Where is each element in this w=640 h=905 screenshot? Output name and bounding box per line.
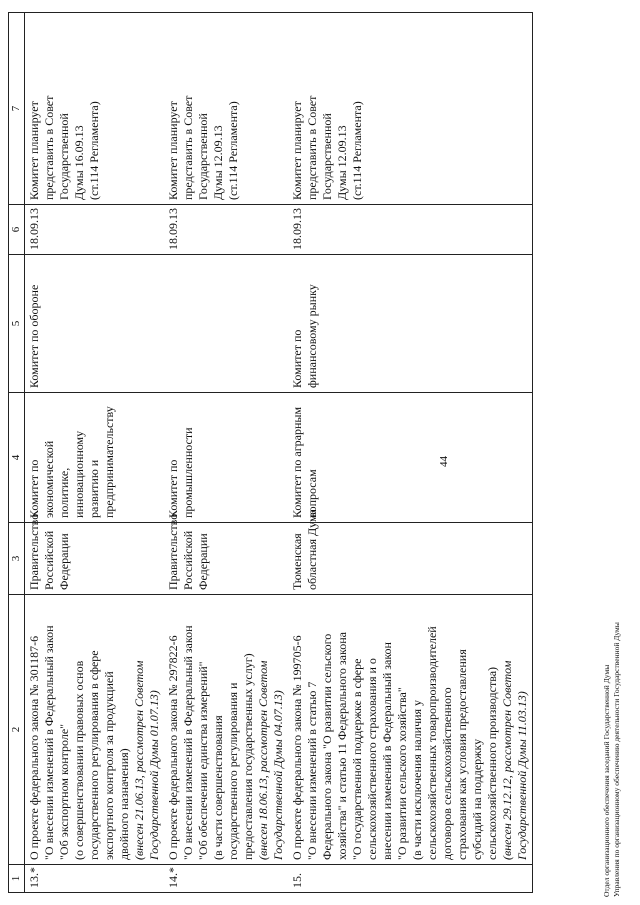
- bill-author-line: Тюменская: [290, 533, 304, 590]
- committee-note-line: представить в Совет: [42, 95, 56, 200]
- footer-line: Отдел организационного обеспечения заседаний Государственной Думы: [602, 664, 611, 897]
- co-executor-committee-line: Комитет по обороне: [27, 284, 41, 388]
- responsible-committee: [164, 393, 288, 523]
- col-header-6: 6: [9, 205, 25, 255]
- bill-description-line: "Об экспортном контроле": [57, 723, 71, 860]
- bill-description-line: "О развитии сельского хозяйства": [395, 687, 409, 860]
- bill-description-line: "О внесении изменений в Федеральный закон: [42, 625, 56, 860]
- bill-description-line: (внесен 29.12.12, рассмотрен Советом: [500, 660, 514, 860]
- bill-author-line: Правительство: [166, 513, 180, 590]
- co-executor-committee-line: Комитет по: [290, 329, 304, 388]
- page-number: 44: [438, 456, 450, 467]
- bill-author-line: Федерации: [57, 533, 71, 590]
- bill-description-line: сельскохозяйственного производства): [485, 666, 499, 860]
- bill-description-line: сельскохозяйственных товаропроизводителей: [425, 626, 439, 860]
- bill-description-line: "Об обеспечении единства измерений": [196, 661, 210, 860]
- bill-description-line: "О внесении изменений в статью 7: [305, 681, 319, 860]
- responsible-committee-line: Комитет по: [166, 459, 180, 518]
- bill-description-line: субсидий на поддержку: [470, 738, 484, 860]
- col-header-2: 2: [9, 595, 25, 865]
- committee-note-line: Государственной: [320, 113, 334, 200]
- co-executor-committee: [288, 255, 533, 393]
- committee-note: [288, 13, 533, 205]
- consideration-date: 18.09.13: [288, 205, 533, 255]
- table-row: [164, 13, 288, 893]
- bill-author-line: Федерации: [196, 533, 210, 590]
- bill-description-line: О проекте федерального закона № 301187-6: [27, 635, 41, 860]
- committee-note-line: (ст.114 Регламента): [226, 101, 240, 200]
- bill-description-line: договоров сельскохозяйственного: [440, 687, 454, 860]
- bill-description-line: предоставления государственных услуг): [241, 653, 255, 860]
- consideration-date: 18.09.13: [164, 205, 288, 255]
- row-number: 13.*: [25, 865, 165, 893]
- bill-author: [164, 513, 288, 595]
- responsible-committee: [288, 393, 533, 523]
- bill-description-line: внесении изменений в Федеральный закон: [380, 642, 394, 860]
- responsible-committee-line: экономической: [42, 440, 56, 518]
- col-header-1: 1: [9, 865, 25, 893]
- committee-note-line: (ст.114 Регламента): [350, 101, 364, 200]
- row-number: 14.*: [164, 865, 288, 893]
- committee-note-line: Думы 12.09.13: [335, 125, 349, 200]
- bill-description-line: государственного регулирования в сфере: [87, 650, 101, 860]
- bill-description-line: государственного регулирования и: [226, 682, 240, 860]
- co-executor-committee-line: финансовому рынку: [305, 284, 319, 388]
- header-row: [9, 13, 25, 893]
- responsible-committee-line: Комитет по: [27, 459, 41, 518]
- bill-description-line: Государственной Думы 11.03.13): [515, 691, 529, 860]
- bill-description-line: Федерального закона "О развитии сельского: [320, 633, 334, 860]
- responsible-committee-line: инновационному: [72, 430, 86, 518]
- bill-description-line: О проекте федерального закона № 297822-6: [166, 635, 180, 860]
- bill-description-line: (в части совершенствования: [211, 715, 225, 860]
- bill-description-line: (в части исключения наличия у: [410, 699, 424, 860]
- responsible-committee-line: политике,: [57, 467, 71, 518]
- committee-note-line: представить в Совет: [305, 95, 319, 200]
- consideration-date: 18.09.13: [25, 205, 165, 255]
- responsible-committee-line: вопросам: [305, 469, 319, 518]
- col-header-5: 5: [9, 255, 25, 393]
- bill-description-line: двойного назначения): [117, 748, 131, 860]
- footer-line: Управления по организационному обеспечению деятельности Государственной Думы: [612, 622, 621, 897]
- committee-note-line: представить в Совет: [181, 95, 195, 200]
- footer: [602, 622, 622, 897]
- table-row: [25, 13, 165, 893]
- bill-author-line: областная Дума: [305, 509, 319, 590]
- bill-description-line: (внесен 21.06.13, рассмотрен Советом: [132, 660, 146, 860]
- bills-table: [8, 12, 533, 893]
- committee-note-line: Комитет планирует: [166, 101, 180, 200]
- committee-note-line: Комитет планирует: [27, 101, 41, 200]
- committee-note-line: (ст.114 Регламента): [87, 101, 101, 200]
- committee-note: [164, 13, 288, 205]
- committee-note-line: Думы 16.09.13: [72, 125, 86, 200]
- bill-description-line: (внесен 18.06.13, рассмотрен Советом: [256, 660, 270, 860]
- bill-description-line: "О внесении изменений в Федеральный закон: [181, 625, 195, 860]
- committee-note-line: Думы 12.09.13: [211, 125, 225, 200]
- bill-description-line: (о совершенствовании правовых основ: [72, 660, 86, 860]
- bill-author: [288, 509, 533, 595]
- bill-description-line: Государственной Думы 04.07.13): [271, 690, 285, 860]
- col-header-4: 4: [9, 393, 25, 523]
- bill-description-line: хозяйства" и статью 11 Федерального закона: [335, 632, 349, 860]
- responsible-committee-line: предпринимательству: [102, 406, 116, 518]
- bill-description-line: "О государственной поддержке в сфере: [350, 658, 364, 860]
- co-executor-committee: [164, 255, 288, 393]
- bill-author-line: Российской: [181, 530, 195, 590]
- bill-description-line: Государственной Думы 01.07.13): [147, 690, 161, 860]
- responsible-committee-line: Комитет по аграрным: [290, 406, 304, 518]
- committee-note: [25, 13, 165, 205]
- col-header-3: 3: [9, 523, 25, 595]
- row-number: 15.: [288, 865, 533, 893]
- responsible-committee-line: промышленности: [181, 427, 195, 518]
- bill-description-line: О проекте федерального закона № 199705-6: [290, 635, 304, 860]
- responsible-committee-line: развитию и: [87, 459, 101, 518]
- bill-description-line: сельскохозяйственного страхования и о: [365, 658, 379, 860]
- bill-description: [288, 595, 533, 865]
- bill-description: [25, 595, 165, 865]
- committee-note-line: Государственной: [57, 113, 71, 200]
- responsible-committee: [25, 393, 165, 523]
- co-executor-committee: [25, 255, 165, 393]
- committee-note-line: Комитет планирует: [290, 101, 304, 200]
- committee-note-line: Государственной: [196, 113, 210, 200]
- bill-author-line: Российской: [42, 530, 56, 590]
- table-row: [288, 13, 533, 893]
- col-header-7: 7: [9, 13, 25, 205]
- bill-description-line: страхования как условия предоставления: [455, 649, 469, 860]
- bill-author-line: Правительство: [27, 513, 41, 590]
- bill-author: [25, 513, 165, 595]
- bill-description-line: экспортного контроля за продукцией: [102, 671, 116, 860]
- bill-description: [164, 595, 288, 865]
